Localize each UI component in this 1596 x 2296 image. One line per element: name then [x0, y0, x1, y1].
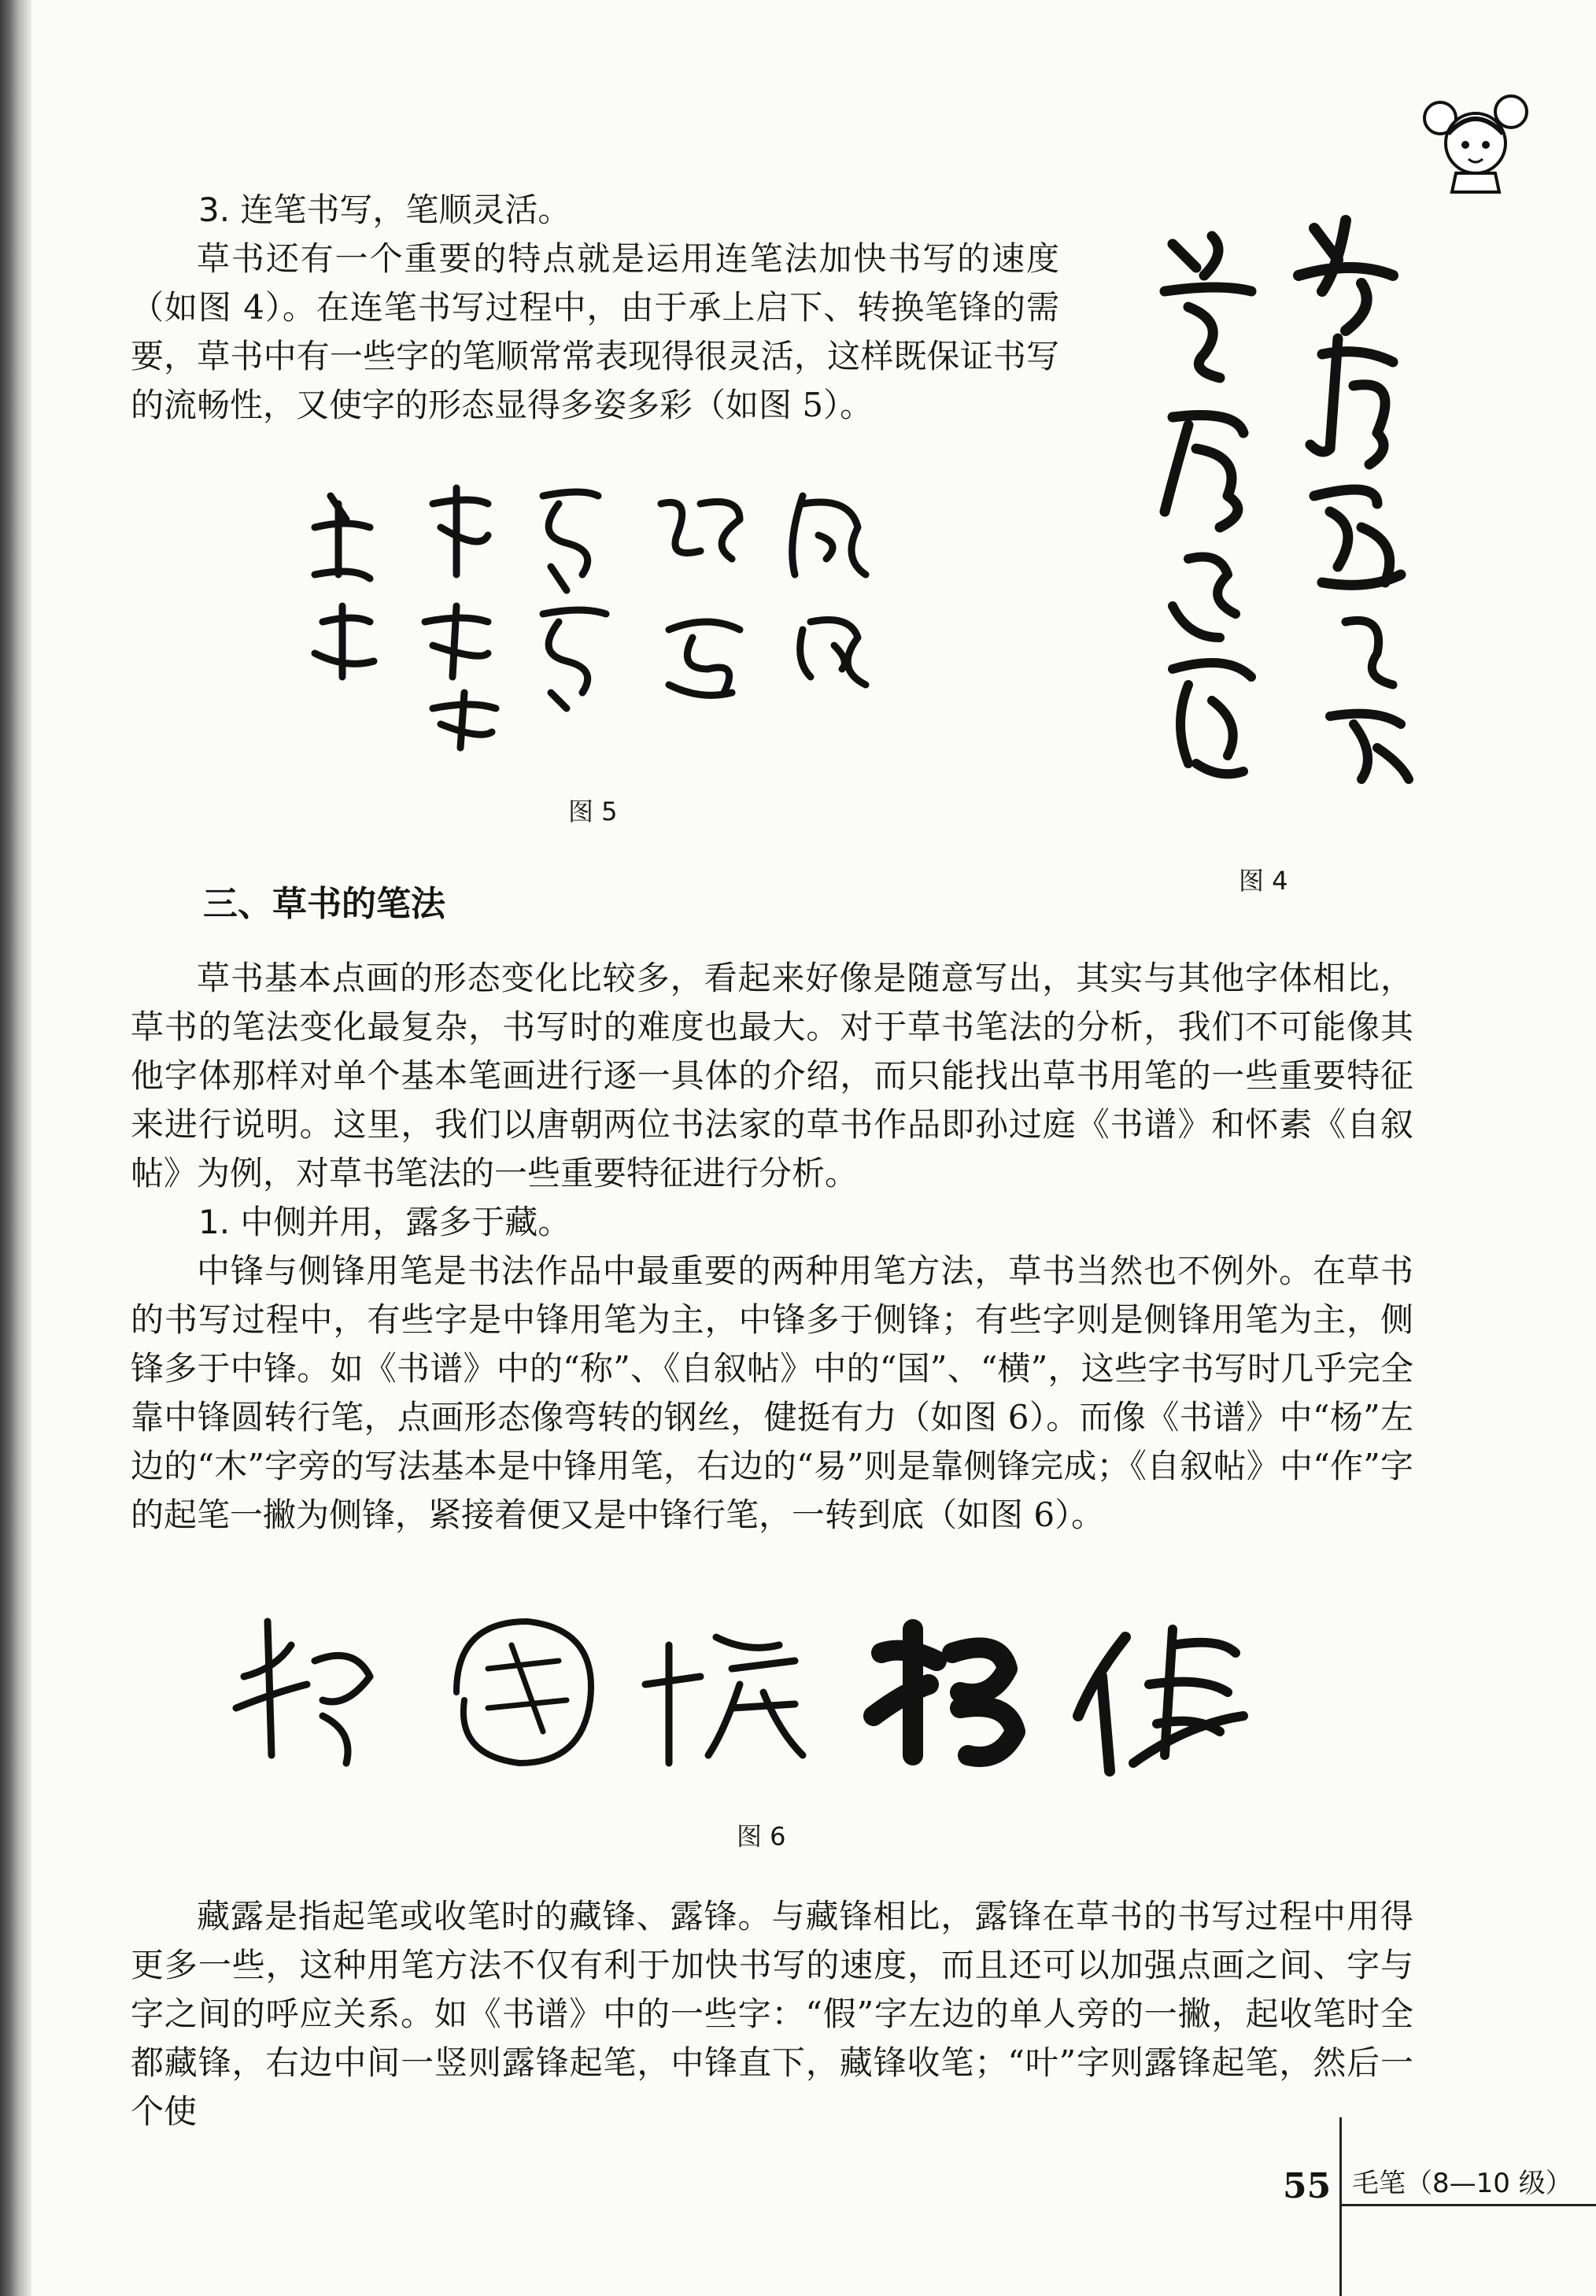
subheading-1: 1. 中侧并用，露多于藏。	[198, 1203, 571, 1241]
mascot-girl-icon	[1417, 88, 1535, 198]
section-paragraph-1: 草书基本点画的形态变化比较多，看起来好像是随意写出，其实与其他字体相比，草书的笔法变化最复杂，书写时的难度也最大。对于草书笔法的分析，我们不可能像其他字体那样对单个基本笔画进行逐一具体的介绍，而只能找出草书用笔的一些重要特征来进行说明。这里，我们以唐朝两位书法家的草书作品即孙过庭《书谱》和怀素《自叙帖》为例，对草书笔法的一些重要特征进行分析。	[131, 959, 1413, 1192]
intro-paragraph: 草书还有一个重要的特点就是运用连笔法加快书写的速度（如图 4）。在连笔书写过程中，由于承上启下、转换笔锋的需要，草书中有一些字的笔顺常常表现得很灵活，这样既保证书写的流畅性，又使字的形态显得多姿多彩（如图 5）。	[131, 239, 1059, 424]
section-paragraph-3: 藏露是指起笔或收笔时的藏锋、露锋。与藏锋相比，露锋在草书的书写过程中用得更多一些，这种用笔方法不仅有利于加快书写的速度，而且还可以加强点画之间、字与字之间的呼应关系。如《书谱》中的一些字：“假”字左边的单人旁的一撇，起收笔时全都藏锋，右边中间一竖则露锋起笔，中锋直下，藏锋收笔；“叶”字则露锋起笔，然后一个使	[131, 1897, 1413, 2131]
figure-4-calligraphy	[1141, 213, 1424, 795]
figure-6-caption: 图 6	[737, 1821, 786, 1851]
section-paragraph-2: 中锋与侧锋用笔是书法作品中最重要的两种用笔方法，草书当然也不例外。在草书的书写过程中，有些字是中锋用笔为主，中锋多于侧锋；有些字则是侧锋用笔为主，侧锋多于中锋。如《书谱》中的“称”、《自叙帖》中的“国”、“横”，这些字书写时几乎完全靠中锋圆转行笔，点画形态像弯转的钢丝，健挺有力（如图 6）。而像《书谱》中“杨”左边的“木”字旁的写法基本是中锋用笔，右边的“易”则是靠侧锋完成；《自叙帖》中“作”字的起笔一撇为侧锋，紧接着便又是中锋行笔，一转到底（如图 6）。	[131, 1252, 1413, 1534]
figure-5-caption: 图 5	[568, 797, 618, 826]
book-label: 毛笔（8—10 级）	[1352, 2168, 1572, 2199]
footer-divider-vertical	[1339, 2117, 1342, 2296]
page-number: 55	[1283, 2166, 1332, 2206]
section-title: 三、草书的笔法	[203, 884, 445, 924]
footer-divider-horizontal	[1339, 2204, 1596, 2206]
figure-5-calligraphy	[299, 472, 913, 756]
intro-heading: 3. 连笔书写，笔顺灵活。	[198, 190, 571, 229]
figure-6-calligraphy	[228, 1598, 1314, 1787]
book-binding-shadow	[0, 0, 31, 2296]
figure-4-caption: 图 4	[1239, 866, 1288, 896]
